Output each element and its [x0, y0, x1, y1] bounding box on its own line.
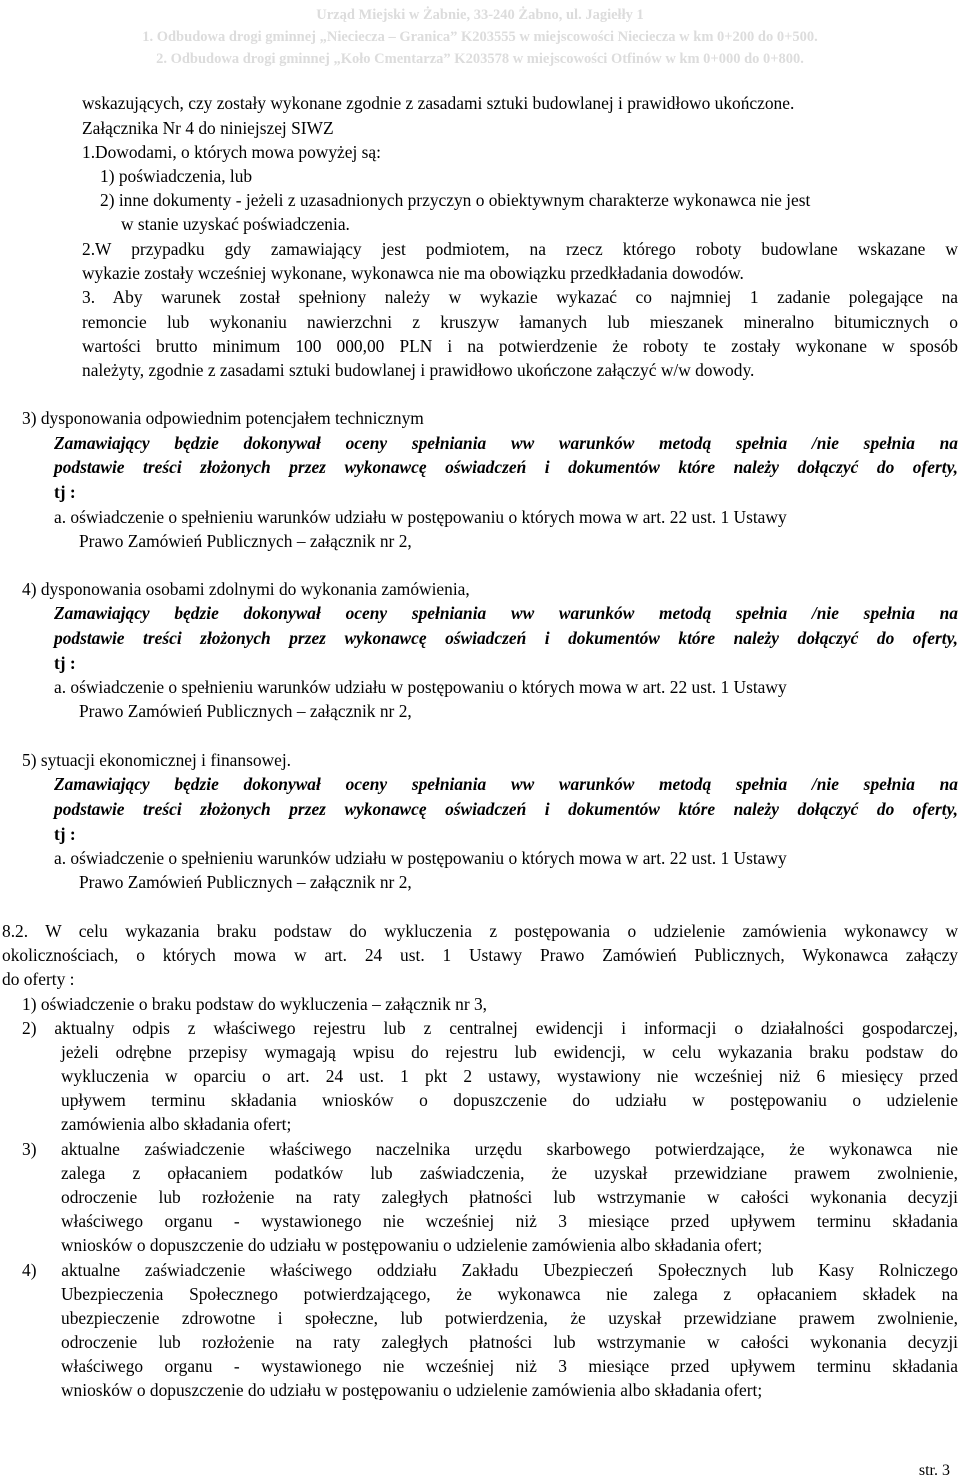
text-line: w stanie uzyskać poświadczenia.: [121, 214, 350, 234]
list-item-2: wykluczenia w oparciu o art. 24 ust. 1 pkt 2 ustawy, wystawiony nie wcześniej niż 6 miesięcy przed: [61, 1066, 958, 1086]
list-item-3: 3) aktualne zaświadczenie właściwego naczelnika urzędu skarbowego potwierdzające, że wykonawca nie: [22, 1139, 958, 1159]
evaluation-rule: tj :: [54, 824, 76, 844]
list-item-3: wniosków o dopuszczenie do udziału w postępowaniu o udzielenie zamówienia albo składania ofert;: [61, 1235, 763, 1255]
list-item-2: zamówienia albo składania ofert;: [61, 1114, 292, 1134]
list-item-4: Ubezpieczenia Społecznego potwierdzającego, że wykonawca nie zalega z opłacaniem składek na: [61, 1284, 958, 1304]
paragraph-8-2: okolicznościach, o których mowa w art. 24 ust. 1 Ustawy Prawo Zamówień Publicznych, Wykonawca załączy: [2, 945, 958, 965]
text-line: wykazie zostały wcześniej wykonane, wykonawca nie ma obowiązku przedkładania dowodów.: [82, 263, 744, 283]
text-line: Załącznika Nr 4 do niniejszej SIWZ: [82, 118, 334, 138]
text-line: 1) poświadczenia, lub: [100, 166, 253, 186]
list-item-4: wniosków o dopuszczenie do udziału w postępowaniu o udzielenie zamówienia albo składania ofert;: [61, 1380, 763, 1400]
evaluation-rule: tj :: [54, 653, 76, 673]
list-item-2: jeżeli odrębne przepisy wymagają wpisu do rejestru lub ewidencji, w celu wykazania braku podstaw do: [61, 1042, 958, 1062]
text-line: wartości brutto minimum 100 000,00 PLN i na potwierdzenie że roboty te zostały wykonane w sposób: [82, 336, 958, 356]
text-line: 2) inne dokumenty - jeżeli z uzasadnionych przyczyn o obiektywnym charakterze wykonawca nie jest: [100, 190, 811, 210]
evaluation-rule: podstawie treści złożonych przez wykonawcę oświadczeń i dokumentów które należy dołączyć do oferty,: [54, 628, 958, 648]
section-5-title: 5) sytuacji ekonomicznej i finansowej.: [22, 750, 291, 770]
page-number: str. 3: [918, 1462, 950, 1479]
paragraph-8-2: do oferty :: [2, 969, 75, 989]
list-item-4: ubezpieczenie zdrowotne i społeczne, lub potwierdzenia, że uzyskał przewidziane prawem zwolnienie,: [61, 1308, 958, 1328]
list-item-4: odroczenie lub rozłożenie na raty zaległych płatności lub wstrzymanie w całości wykonania decyzji: [61, 1332, 958, 1352]
text-line: należyty, zgodnie z zasadami sztuki budowlanej i prawidłowo ukończone załączyć w/w dowody.: [82, 360, 755, 380]
text-line: remoncie lub wykonaniu nawierzchni z kruszyw łamanych lub mieszanek mineralno bitumicznych o: [82, 312, 958, 332]
text-line: 3. Aby warunek został spełniony należy w wykazie wykazać co najmniej 1 zadanie polegające na: [82, 287, 958, 307]
evaluation-rule: Zamawiający będzie dokonywał oceny spełniania ww warunków metodą spełnia /nie spełnia na: [54, 603, 958, 623]
header-project-1: 1. Odbudowa drogi gminnej „Nieciecza – Granica” K203555 w miejscowości Nieciecza w km 0+200 do 0+500.: [142, 29, 818, 45]
evaluation-rule: podstawie treści złożonych przez wykonawcę oświadczeń i dokumentów które należy dołączyć do oferty,: [54, 457, 958, 477]
requirement-a: a. oświadczenie o spełnieniu warunków udziału w postępowaniu o których mowa w art. 22 ust. 1 Ustawy: [54, 848, 787, 868]
list-item-4: 4) aktualne zaświadczenie właściwego oddziału Zakładu Ubezpieczeń Społecznych lub Kasy Rolniczego: [22, 1260, 958, 1280]
evaluation-rule: Zamawiający będzie dokonywał oceny spełniania ww warunków metodą spełnia /nie spełnia na: [54, 774, 958, 794]
text-line: 1.Dowodami, o których mowa powyżej są:: [82, 142, 381, 162]
section-3-title: 3) dysponowania odpowiednim potencjałem technicznym: [22, 408, 424, 428]
list-item-3: odroczenie lub rozłożenie na raty zaległych płatności lub wstrzymanie w całości wykonania decyzji: [61, 1187, 958, 1207]
requirement-a: a. oświadczenie o spełnieniu warunków udziału w postępowaniu o których mowa w art. 22 ust. 1 Ustawy: [54, 677, 787, 697]
evaluation-rule: podstawie treści złożonych przez wykonawcę oświadczeń i dokumentów które należy dołączyć do oferty,: [54, 799, 958, 819]
header-address: Urząd Miejski w Żabnie, 33-240 Żabno, ul. Jagiełły 1: [316, 7, 644, 23]
list-item-1: 1) oświadczenie o braku podstaw do wykluczenia – załącznik nr 3,: [22, 994, 488, 1014]
requirement-a: Prawo Zamówień Publicznych – załącznik nr 2,: [79, 701, 412, 721]
list-item-4: właściwego organu - wystawionego nie wcześniej niż 3 miesiące przed upływem terminu składania: [61, 1356, 958, 1376]
list-item-2: upływem terminu składania wniosków o dopuszczenie do udziału w postępowaniu o udzielenie: [61, 1090, 958, 1110]
requirement-a: a. oświadczenie o spełnieniu warunków udziału w postępowaniu o których mowa w art. 22 ust. 1 Ustawy: [54, 507, 787, 527]
list-item-2: 2) aktualny odpis z właściwego rejestru lub z centralnej ewidencji i informacji o działalności gospodarczej,: [22, 1018, 958, 1038]
list-item-3: właściwego organu - wystawionego nie wcześniej niż 3 miesiące przed upływem terminu składania: [61, 1211, 958, 1231]
text-line: wskazujących, czy zostały wykonane zgodnie z zasadami sztuki budowlanej i prawidłowo ukończone.: [82, 93, 795, 113]
paragraph-8-2: 8.2. W celu wykazania braku podstaw do wykluczenia z postępowania o udzielenie zamówienia wykonawcy w: [2, 921, 958, 941]
evaluation-rule: tj :: [54, 482, 76, 502]
requirement-a: Prawo Zamówień Publicznych – załącznik nr 2,: [79, 872, 412, 892]
list-item-3: zalega z opłacaniem podatków lub zaświadczenia, że uzyskał przewidziane prawem zwolnienie,: [61, 1163, 958, 1183]
header-project-2: 2. Odbudowa drogi gminnej „Koło Cmentarza” K203578 w miejscowości Otfinów w km 0+000 do 0+800.: [156, 51, 804, 67]
requirement-a: Prawo Zamówień Publicznych – załącznik nr 2,: [79, 531, 412, 551]
evaluation-rule: Zamawiający będzie dokonywał oceny spełniania ww warunków metodą spełnia /nie spełnia na: [54, 433, 958, 453]
section-4-title: 4) dysponowania osobami zdolnymi do wykonania zamówienia,: [22, 579, 470, 599]
text-line: 2.W przypadku gdy zamawiający jest podmiotem, na rzecz którego roboty budowlane wskazane w: [82, 239, 958, 259]
